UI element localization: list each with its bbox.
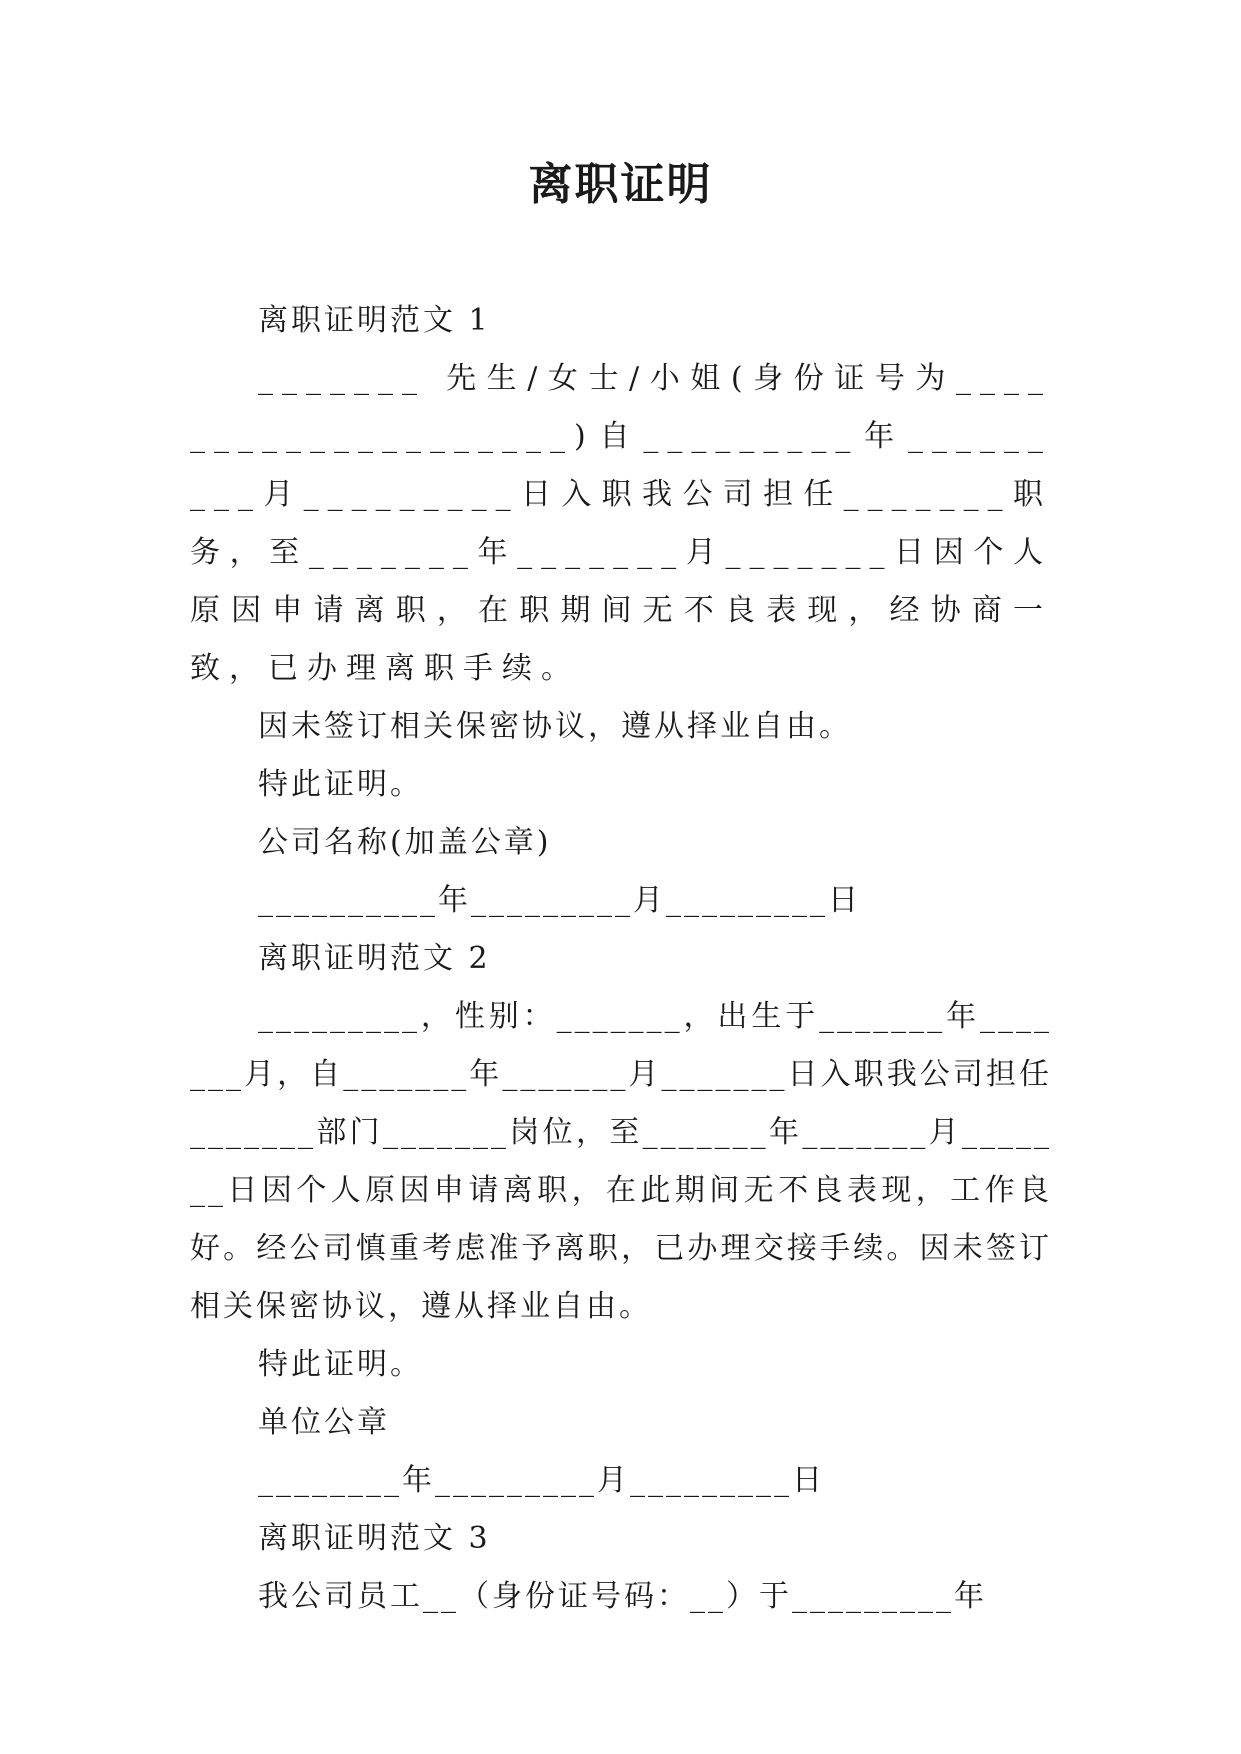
document-body [190, 292, 1052, 1626]
section-heading-3: 离职证明范文 3 [258, 1521, 491, 1556]
unit-seal-line: 单位公章 [258, 1405, 390, 1440]
paragraph-certification-1: 特此证明。 [258, 767, 423, 802]
date-line-1: __________年_________月_________日 [258, 883, 861, 918]
paragraph-sample-1-body: _______ 先生/女士/小姐(身份证号为____________________)自_________年_________月_________日入职我公司担任_______职务，至_______年_______月_______日因个人原因申请离职，在职期间无不良表现，经协商一致，已办理离职手续。 [190, 361, 1052, 686]
paragraph-sample-3-body: 我公司员工__（身份证号码：__）于_________年 [258, 1579, 987, 1614]
section-heading-1: 离职证明范文 1 [258, 303, 491, 338]
company-name-line: 公司名称(加盖公章) [258, 825, 552, 860]
page-title: 离职证明 [528, 159, 713, 210]
date-line-2: ________年_________月_________日 [258, 1463, 825, 1498]
section-heading-2: 离职证明范文 2 [258, 941, 491, 976]
paragraph-confidentiality-1: 因未签订相关保密协议，遵从择业自由。 [258, 709, 852, 744]
paragraph-certification-2: 特此证明。 [258, 1347, 423, 1382]
paragraph-sample-2-body: _________，性别：_______，出生于_______年_______月，自_______年_______月_______日入职我公司担任_______部门_______岗位，至_______年_______月_______日因个人原因申请离职，在此期间无不良表现，工作良好。经公司慎重考虑准予离职，已办理交接手续。因未签订相关保密协议，遵从择业自由。 [190, 999, 1052, 1324]
